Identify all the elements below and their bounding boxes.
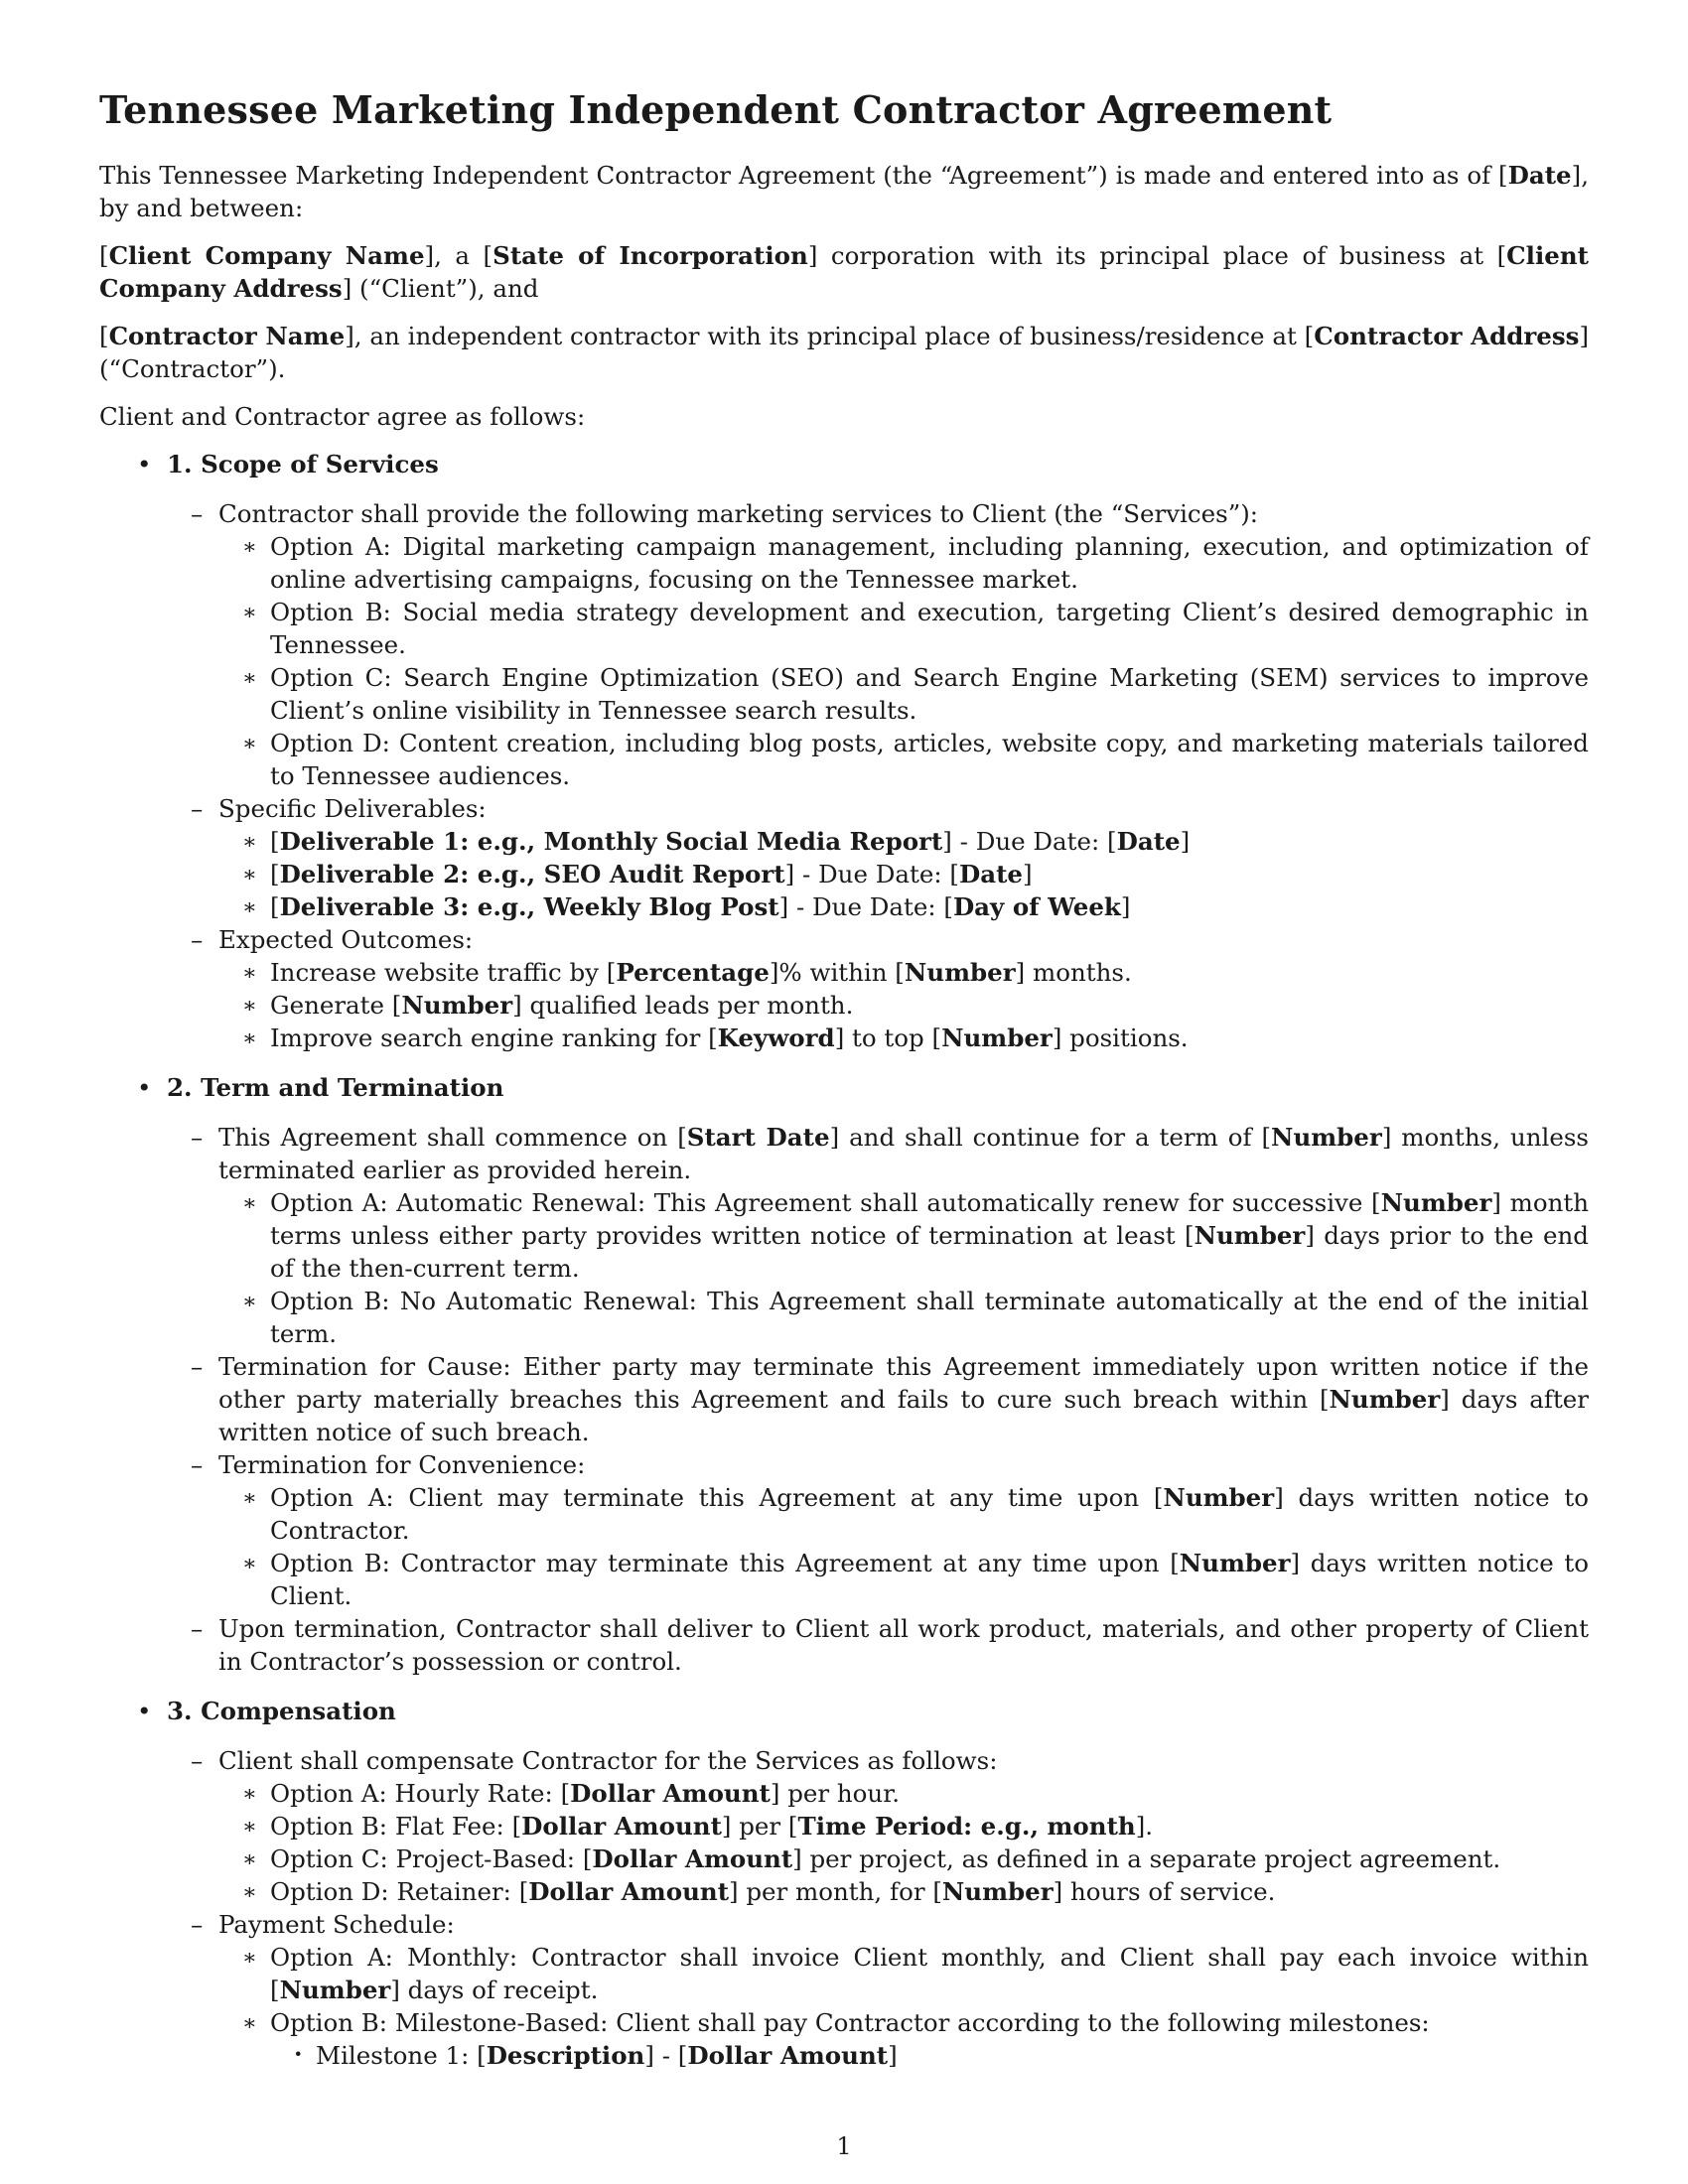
list-item: ∗ Option A: Automatic Renewal: This Agreement shall automatically renew for successive [Number] month terms unless either party provides written notice of termination at least [Number] days prior to the end of the then-current term. [218, 1186, 1589, 1285]
list-item: ∗ Option C: Search Engine Optimization (SEO) and Search Engine Marketing (SEM) services to improve Client’s online visibility in Tennessee search results. [218, 661, 1589, 727]
sections-list [99, 448, 1589, 2072]
document-page [99, 87, 1589, 2089]
list-item: ∗ [Deliverable 2: e.g., SEO Audit Report] - Due Date: [Date] [218, 858, 1589, 890]
list-item: ∗ Option D: Retainer: [Dollar Amount] per month, for [Number] hours of service. [218, 1875, 1589, 1908]
list-item: ∗ Option C: Project-Based: [Dollar Amount] per project, as defined in a separate project agreement. [218, 1843, 1589, 1875]
agree-line: Client and Contractor agree as follows: [99, 402, 586, 431]
list-item: – Termination for Cause: Either party may terminate this Agreement immediately upon written notice if the other party materially breaches this Agreement and fails to cure such breach within [Number] days after written notice of such breach. [159, 1350, 1589, 1448]
list-item: – Contractor shall provide the following marketing services to Client (the “Services”): ∗ Option A: Digital marketing campaign management, including planning, execution, and optimization of online advertising campaigns, focusing on the Tennessee market. ∗ Option B: Social media strategy development and execution, targeting Client’s desired demographic in Tennessee. ∗ Option C: Search Engine Optimization (SEO) and Search Engine Marketing (SEM) services to improve Client’s online visibility in Tennessee search results. ∗ Option D: Content creation, including blog posts, articles, website copy, and marketing materials tailored to Tennessee audiences. [159, 497, 1589, 792]
section-term [99, 1071, 1589, 1678]
client-address-field: Client Company Address [99, 241, 1589, 303]
document-title: Tennessee Marketing Independent Contractor Agreement [99, 87, 1333, 132]
contractor-paragraph: [Contractor Name], an independent contractor with its principal place of business/residence at [Contractor Address] (“Contractor”). [99, 322, 1589, 383]
list-item: ∗ Option A: Monthly: Contractor shall invoice Client monthly, and Client shall pay each invoice within [Number] days of receipt. [218, 1941, 1589, 2006]
list-item: – Specific Deliverables: ∗ [Deliverable 1: e.g., Monthly Social Media Report] - Due Date: [Date] ∗ [Deliverable 2: e.g., SEO Audit Report] - Due Date: [Date] ∗ [Deliverable 3: e.g., Weekly Blog Post] - Due Date: [Day of Week] [159, 792, 1589, 923]
list-item: ∗ Option A: Client may terminate this Agreement at any time upon [Number] days written notice to Contractor. [218, 1481, 1589, 1547]
list-item: – Payment Schedule: ∗ Option A: Monthly: Contractor shall invoice Client monthly, and Client shall pay each invoice within [Number] days of receipt. ∗ Option B: Milestone-Based: Client shall pay Contractor according to the following milestones: · Milestone 1: [Description] - [Dollar Amount] [159, 1908, 1589, 2072]
list-item: ∗ Option A: Hourly Rate: [Dollar Amount] per hour. [218, 1777, 1589, 1810]
section-title: • 1. Scope of Services [167, 450, 439, 478]
list-item: – Client shall compensate Contractor for the Services as follows: ∗ Option A: Hourly Rate: [Dollar Amount] per hour. ∗ Option B: Flat Fee: [Dollar Amount] per [Time Period: e.g., month]. ∗ Option C: Project-Based: [Dollar Amount] per project, as defined in a separate project agreement. ∗ Option D: Retainer: [Dollar Amount] per month, for [Number] hours of service. [159, 1744, 1589, 1908]
list-item: ∗ Option B: Contractor may terminate this Agreement at any time upon [Number] days written notice to Client. [218, 1547, 1589, 1612]
list-item: ∗ Option B: No Automatic Renewal: This Agreement shall terminate automatically at the end of the initial term. [218, 1285, 1589, 1350]
list-item: ∗ Option B: Flat Fee: [Dollar Amount] per [Time Period: e.g., month]. [218, 1810, 1589, 1843]
section-title: • 2. Term and Termination [167, 1073, 504, 1102]
list-item: ∗ Generate [Number] qualified leads per month. [218, 989, 1589, 1022]
list-item: · Milestone 1: [Description] - [Dollar Amount] [270, 2039, 1589, 2072]
list-item: ∗ Increase website traffic by [Percentage]% within [Number] months. [218, 956, 1589, 989]
page-number: 1 [836, 2132, 852, 2160]
contractor-address-field: Contractor Address [1314, 322, 1580, 350]
list-item: ∗ Improve search engine ranking for [Keyword] to top [Number] positions. [218, 1022, 1589, 1054]
list-item: ∗ [Deliverable 3: e.g., Weekly Blog Post] - Due Date: [Day of Week] [218, 890, 1589, 923]
list-item: – Termination for Convenience: ∗ Option A: Client may terminate this Agreement at any time upon [Number] days written notice to Contractor. ∗ Option B: Contractor may terminate this Agreement at any time upon [Number] days written notice to Client. [159, 1448, 1589, 1612]
list-item: – This Agreement shall commence on [Start Date] and shall continue for a term of [Number] months, unless terminated earlier as provided herein. ∗ Option A: Automatic Renewal: This Agreement shall automatically renew for successive [Number] month terms unless either party provides written notice of termination at least [Number] days prior to the end of the then-current term. ∗ Option B: No Automatic Renewal: This Agreement shall terminate automatically at the end of the initial term. [159, 1121, 1589, 1350]
list-item: ∗ Option D: Content creation, including blog posts, articles, website copy, and marketing materials tailored to Tennessee audiences. [218, 727, 1589, 792]
client-paragraph: [Client Company Name], a [State of Incorporation] corporation with its principal place of business at [Client Company Address] (“Client”), and [99, 241, 1589, 303]
section-title: • 3. Compensation [167, 1697, 396, 1725]
intro-paragraph: This Tennessee Marketing Independent Contractor Agreement (the “Agreement”) is made and entered into as of [Date], by and between: [99, 161, 1589, 222]
section-compensation [99, 1695, 1589, 2072]
state-field: State of Incorporation [492, 241, 808, 270]
list-item: ∗ [Deliverable 1: e.g., Monthly Social Media Report] - Due Date: [Date] [218, 825, 1589, 858]
list-item: – Expected Outcomes: ∗ Increase website traffic by [Percentage]% within [Number] months. ∗ Generate [Number] qualified leads per month. ∗ Improve search engine ranking for [Keyword] to top [Number] positions. [159, 923, 1589, 1054]
list-item: ∗ Option B: Milestone-Based: Client shall pay Contractor according to the following milestones: · Milestone 1: [Description] - [Dollar Amount] [218, 2006, 1589, 2072]
contractor-name-field: Contractor Name [108, 322, 346, 350]
list-item: – Upon termination, Contractor shall deliver to Client all work product, materials, and other property of Client in Contractor’s possession or control. [159, 1612, 1589, 1678]
client-name-field: Client Company Name [108, 241, 425, 270]
list-item: ∗ Option A: Digital marketing campaign management, including planning, execution, and optimization of online advertising campaigns, focusing on the Tennessee market. [218, 530, 1589, 596]
section-scope [99, 448, 1589, 1054]
date-field: Date [1507, 161, 1572, 190]
list-item: ∗ Option B: Social media strategy development and execution, targeting Client’s desired demographic in Tennessee. [218, 596, 1589, 661]
